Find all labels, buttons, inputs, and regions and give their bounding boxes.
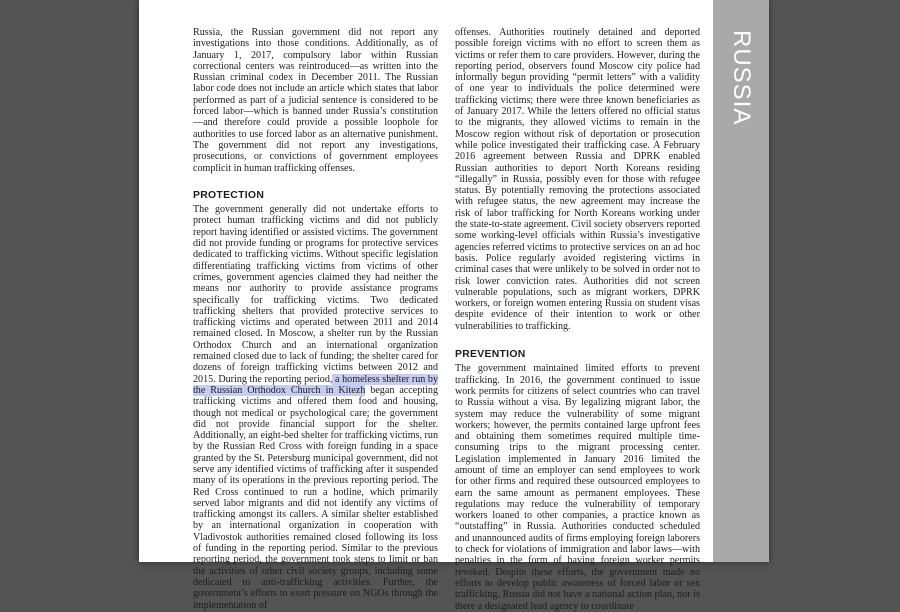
protection-text-after: began accepting trafficking victims and offered them food and housing, though not medical or psychological care; the government did not provide financial support for the shelter. Additionally, an eight-bed shelter for trafficking victims, run by the Russian Red Cross with foreign funding in a space granted by the St. Petersburg municipal government, did not serve any identified victims of trafficking after it suspended many of its operations in the previous reporting period. The Red Cross continued to run a hotline, which primarily served labor migrants and did not identify any victims of trafficking amongst its callers. A similar shelter established by an international organization in cooperation with Vladivostok authorities remained closed following its loss of funding in the reporting period. Similar to the previous reporting period, the government took steps to limit or ban the activities of other civil society groups, including some dedicated to anti-trafficking activities. Further, the government’s efforts to exert pressure on NGOs through the implementation of (193, 384, 438, 611)
protection-text-before: The government generally did not undertake efforts to protect human trafficking victims and did not publicly report having identified or assisted victims. The government did not provide funding or programs for protective services dedicated to trafficking victims. Without specific legislation differentiating trafficking victims from victims of other crimes, government agencies claimed they had neither the means nor authority to provide assistance programs specifically for trafficking victims. Two dedicated trafficking shelters that provided protective services to trafficking victims and operated between 2011 and 2014 remained closed. In Moscow, a shelter run by the Russian Orthodox Church and an international organization remained closed due to lack of funding; the shelter cared for dozens of foreign trafficking victims between 2012 and 2015. During the reporting period, (193, 204, 438, 385)
prevention-paragraph: The government maintained limited efforts to prevent trafficking. In 2016, the government continued to issue work permits for citizens of select countries who can travel to Russia without a visa. By legalizing migrant labor, the system may reduce the vulnerability of some migrant workers; however, the permits contained large upfront fees and obtaining them sometimes required multiple time-consuming trips to the migrant processing center. Legislation implemented in January 2016 limited the amount of time an employer can send employees to work for other firms and required these outsourced employees to earn the same amount as permanent employees. These regulations may reduce the vulnerability of temporary workers loaned to other companies, a practice known as “outstaffing” in Russia. Authorities conducted scheduled and unannounced audits of firms employing foreign laborers to check for violations of immigration and labor laws—with penalties in the form of having foreign worker permits revoked. Despite these efforts, the government made no efforts to develop public awareness of forced labor or sex trafficking. Russia did not have a national action plan, nor is there a designated lead agency to coordinate (455, 363, 700, 612)
country-name-label: RUSSIA (728, 30, 755, 126)
right-column (455, 27, 700, 612)
document-page[interactable] (139, 0, 769, 612)
intro-paragraph: Russia, the Russian government did not report any investigations into those conditions. Additionally, as of January 1, 2017, compulsory labor within Russian correctional centers was reintroduced—as written into the Russian criminal codex in December 2011. The Russian labor code does not include an article which states that labor performed as part of a judicial sentence is considered to be forced labor—which is banned under Russia’s constitution—and therefore could provide a possible loophole for authorities to use forced labor as an alternative punishment. The government did not report any investigations, prosecutions, or convictions of government employees complicit in human trafficking offenses. (193, 27, 438, 174)
prevention-heading: PREVENTION (455, 349, 526, 361)
left-column (193, 27, 438, 611)
protection-paragraph (193, 204, 438, 611)
highlighted-text-selection[interactable]: a homeless shelter run by the Russian Orthodox Church in Kitezh (193, 373, 438, 396)
country-side-tab (713, 0, 769, 562)
protection-continued-paragraph: offenses. Authorities routinely detained and deported possible foreign victims with no effort to screen them as victims or refer them to care providers. However, during the reporting period, observers found Moscow city police had informally begun providing “permit letters” with a validity of one year to individuals the police determined were trafficking victims; there were three known beneficiaries as of January 2017. While the letters offered no official status to the migrants, they allowed victims to remain in the Moscow region without risk of deportation or prosecution while police investigated their trafficking case. A February 2016 agreement between Russia and DPRK enabled Russian authorities to deport North Koreans residing “illegally” in Russia, possibly even for those with refugee status. By potentially removing the protections associated with refugee status, the new agreement may increase the risk of labor trafficking for North Koreans working under the state-to-state agreement. Civil society observers reported some working-level officials within Russia’s investigative agencies referred victims to protective services on an ad hoc basis. Police regularly avoided registering victims in criminal cases that were unlikely to be solved in order not to risk lower conviction rates. Authorities did not screen vulnerable populations, such as migrant workers, DPRK workers, or foreign women entering Russia on student visas despite evidence of their intention to work or other vulnerabilities to trafficking. (455, 27, 700, 332)
protection-heading: PROTECTION (193, 189, 265, 201)
